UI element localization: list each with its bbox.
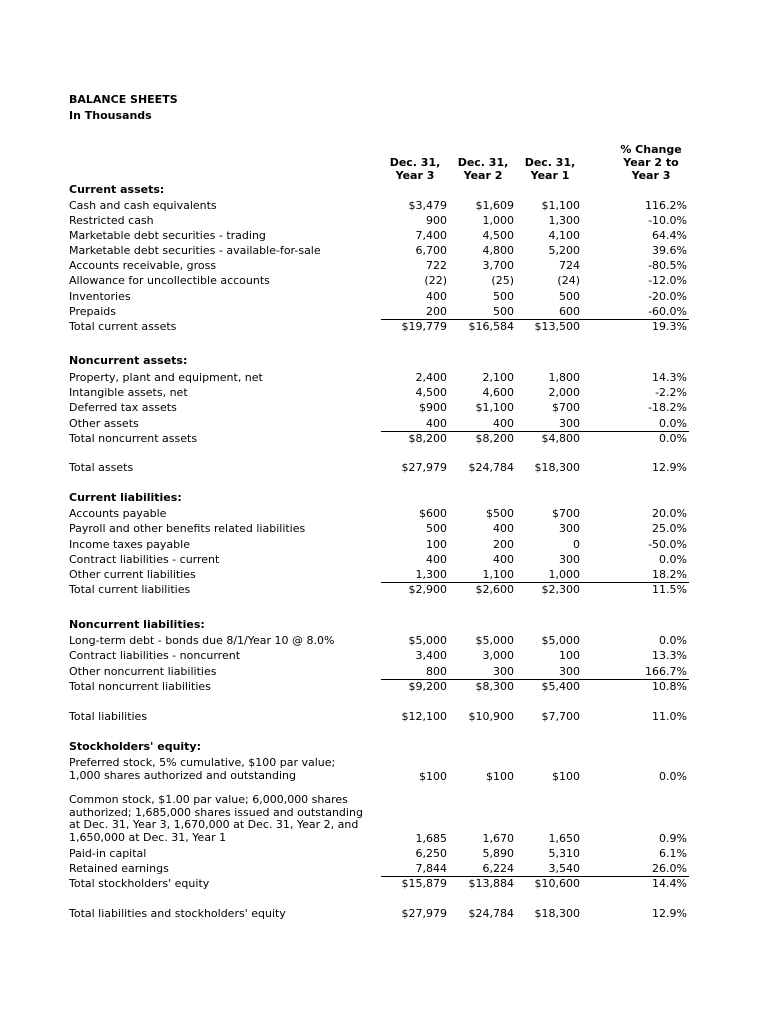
- pct-change-value: 26.0%: [652, 862, 687, 875]
- row-label: Other noncurrent liabilities: [69, 665, 217, 678]
- row-value: 3,700: [482, 259, 514, 272]
- column-header-year-1: [518, 156, 582, 182]
- row-label: Restricted cash: [69, 214, 154, 227]
- row-value: $8,300: [475, 680, 514, 693]
- row-value: 1,100: [482, 568, 514, 581]
- pct-change-value: 116.2%: [645, 199, 687, 212]
- row-value: $18,300: [534, 461, 580, 474]
- row-label: Total liabilities and stockholders' equity: [69, 907, 286, 920]
- row-value: 400: [426, 553, 447, 566]
- pct-change-value: -18.2%: [648, 401, 687, 414]
- row-label: Contract liabilities - noncurrent: [69, 649, 241, 662]
- row-label: Marketable debt securities - available-for-sale: [69, 244, 321, 257]
- row-label: Contract liabilities - current: [69, 553, 220, 566]
- section-heading: Noncurrent assets:: [69, 354, 188, 367]
- row-value: $24,784: [468, 907, 514, 920]
- column-header-line: Year 2 to: [623, 156, 679, 169]
- row-value: 5,200: [548, 244, 580, 257]
- row-value: 5,310: [548, 847, 580, 860]
- row-label: Allowance for uncollectible accounts: [69, 274, 270, 287]
- row-value: 6,700: [415, 244, 447, 257]
- row-value: 1,300: [548, 214, 580, 227]
- row-label: Property, plant and equipment, net: [69, 371, 263, 384]
- row-value: 400: [493, 417, 514, 430]
- row-value: $1,100: [541, 199, 580, 212]
- column-header-line: % Change: [620, 143, 682, 156]
- row-value: $15,879: [401, 877, 447, 890]
- row-label: Accounts receivable, gross: [69, 259, 217, 272]
- row-value: $2,300: [541, 583, 580, 596]
- row-value: 1,000: [482, 214, 514, 227]
- row-value: 100: [426, 538, 447, 551]
- row-value: $24,784: [468, 461, 514, 474]
- row-value: 2,000: [548, 386, 580, 399]
- total-rule: [449, 319, 515, 320]
- row-value: $2,600: [475, 583, 514, 596]
- row-value: $5,000: [408, 634, 447, 647]
- row-value: 400: [493, 522, 514, 535]
- column-header-line: Year 3: [631, 169, 671, 182]
- row-value: 500: [559, 290, 580, 303]
- row-value: 7,844: [415, 862, 447, 875]
- total-rule: [449, 431, 515, 432]
- row-value: $27,979: [401, 907, 447, 920]
- row-value: 6,250: [415, 847, 447, 860]
- row-value: $700: [552, 507, 580, 520]
- column-header-line: Year 2: [463, 169, 503, 182]
- section-heading: Stockholders' equity:: [69, 740, 201, 753]
- row-value: 300: [559, 553, 580, 566]
- total-rule: [449, 679, 515, 680]
- total-rule: [582, 679, 689, 680]
- row-value: $3,479: [408, 199, 447, 212]
- row-value: $10,600: [534, 877, 580, 890]
- pct-change-value: -50.0%: [648, 538, 687, 551]
- pct-change-value: 0.0%: [659, 770, 687, 783]
- pct-change-value: 6.1%: [659, 847, 687, 860]
- pct-change-value: 25.0%: [652, 522, 687, 535]
- pct-change-value: -80.5%: [648, 259, 687, 272]
- pct-change-value: 14.3%: [652, 371, 687, 384]
- column-header-year-3: [383, 156, 447, 182]
- row-value: 400: [426, 290, 447, 303]
- pct-change-value: 11.5%: [652, 583, 687, 596]
- pct-change-value: 19.3%: [652, 320, 687, 333]
- row-label: Total current liabilities: [69, 583, 191, 596]
- column-header-line: Year 1: [530, 169, 570, 182]
- row-value: 400: [493, 553, 514, 566]
- column-header-year-2: [451, 156, 515, 182]
- pct-change-value: -2.2%: [655, 386, 687, 399]
- row-value: $100: [486, 770, 514, 783]
- row-value: $600: [419, 507, 447, 520]
- row-value: $8,200: [408, 432, 447, 445]
- pct-change-value: 64.4%: [652, 229, 687, 242]
- row-value: 1,800: [548, 371, 580, 384]
- row-label: Deferred tax assets: [69, 401, 177, 414]
- row-label: Accounts payable: [69, 507, 167, 520]
- pct-change-value: -12.0%: [648, 274, 687, 287]
- total-rule: [582, 431, 689, 432]
- row-value: 1,670: [482, 832, 514, 845]
- row-value: 1,685: [415, 832, 447, 845]
- row-label: Payroll and other benefits related liabilities: [69, 522, 306, 535]
- total-rule: [515, 876, 582, 877]
- total-rule: [449, 582, 515, 583]
- row-value: 600: [559, 305, 580, 318]
- row-value: 4,100: [548, 229, 580, 242]
- row-value: $12,100: [401, 710, 447, 723]
- row-value: 500: [493, 290, 514, 303]
- total-rule: [381, 876, 449, 877]
- column-header-line: Year 3: [395, 169, 435, 182]
- row-value: 300: [559, 522, 580, 535]
- row-value: 200: [426, 305, 447, 318]
- pct-change-value: 0.0%: [659, 432, 687, 445]
- row-value: 724: [559, 259, 580, 272]
- row-value: 300: [559, 417, 580, 430]
- column-header-pct-change: [606, 143, 696, 182]
- row-label: Prepaids: [69, 305, 116, 318]
- row-value: 2,400: [415, 371, 447, 384]
- pct-change-value: 0.0%: [659, 417, 687, 430]
- row-value: $18,300: [534, 907, 580, 920]
- section-heading: Current assets:: [69, 183, 165, 196]
- row-value: 4,800: [482, 244, 514, 257]
- total-rule: [515, 679, 582, 680]
- row-value: (24): [557, 274, 580, 287]
- row-value: 4,500: [482, 229, 514, 242]
- row-value: $100: [419, 770, 447, 783]
- total-rule: [449, 876, 515, 877]
- row-value: $9,200: [408, 680, 447, 693]
- total-rule: [381, 679, 449, 680]
- row-value: $5,000: [541, 634, 580, 647]
- row-label: Retained earnings: [69, 862, 169, 875]
- row-value: (22): [424, 274, 447, 287]
- row-value: $16,584: [468, 320, 514, 333]
- row-value: 2,100: [482, 371, 514, 384]
- section-heading: Current liabilities:: [69, 491, 182, 504]
- row-value: 400: [426, 417, 447, 430]
- row-value: $700: [552, 401, 580, 414]
- pct-change-value: 14.4%: [652, 877, 687, 890]
- pct-change-value: 20.0%: [652, 507, 687, 520]
- report-title: BALANCE SHEETS: [69, 93, 178, 106]
- row-value: $13,500: [534, 320, 580, 333]
- row-value: 3,400: [415, 649, 447, 662]
- row-value: 3,000: [482, 649, 514, 662]
- column-header-line: Dec. 31,: [457, 156, 509, 169]
- row-label: Total noncurrent assets: [69, 432, 198, 445]
- row-value: $5,400: [541, 680, 580, 693]
- row-value: $8,200: [475, 432, 514, 445]
- row-value: 100: [559, 649, 580, 662]
- row-value: 5,890: [482, 847, 514, 860]
- row-value: $7,700: [541, 710, 580, 723]
- total-rule: [515, 319, 582, 320]
- pct-change-value: 13.3%: [652, 649, 687, 662]
- pct-change-value: 39.6%: [652, 244, 687, 257]
- row-label: Total stockholders' equity: [69, 877, 210, 890]
- row-label: Common stock, $1.00 par value; 6,000,000 shares authorized; 1,685,000 shares issued and outstanding at Dec. 31, Year 3, 1,670,000 at Dec. 31, Year 2, and 1,650,000 at Dec. 31, Year 1: [69, 793, 363, 844]
- row-label: Marketable debt securities - trading: [69, 229, 266, 242]
- column-header-line: Dec. 31,: [524, 156, 576, 169]
- row-value: 1,650: [548, 832, 580, 845]
- total-rule: [515, 431, 582, 432]
- total-rule: [515, 582, 582, 583]
- pct-change-value: -10.0%: [648, 214, 687, 227]
- row-value: 300: [559, 665, 580, 678]
- row-label: Total assets: [69, 461, 134, 474]
- row-value: 4,600: [482, 386, 514, 399]
- row-value: 300: [493, 665, 514, 678]
- row-value: $19,779: [401, 320, 447, 333]
- row-label: Total liabilities: [69, 710, 148, 723]
- report-subtitle: In Thousands: [69, 109, 152, 122]
- row-value: (25): [491, 274, 514, 287]
- row-value: $5,000: [475, 634, 514, 647]
- row-value: 200: [493, 538, 514, 551]
- row-label: Total current assets: [69, 320, 177, 333]
- pct-change-value: 12.9%: [652, 461, 687, 474]
- row-value: $13,884: [468, 877, 514, 890]
- row-label: Intangible assets, net: [69, 386, 188, 399]
- row-value: 0: [573, 538, 580, 551]
- row-value: $1,609: [475, 199, 514, 212]
- row-label: Long-term debt - bonds due 8/1/Year 10 @ 8.0%: [69, 634, 335, 647]
- row-label: Income taxes payable: [69, 538, 190, 551]
- row-label: Inventories: [69, 290, 131, 303]
- pct-change-value: 0.9%: [659, 832, 687, 845]
- row-value: 500: [493, 305, 514, 318]
- row-label: Other assets: [69, 417, 139, 430]
- row-value: 7,400: [415, 229, 447, 242]
- row-value: 1,000: [548, 568, 580, 581]
- row-value: $500: [486, 507, 514, 520]
- row-value: 3,540: [548, 862, 580, 875]
- total-rule: [582, 876, 689, 877]
- column-header-line: Dec. 31,: [389, 156, 441, 169]
- row-label: Other current liabilities: [69, 568, 196, 581]
- pct-change-value: 11.0%: [652, 710, 687, 723]
- pct-change-value: 12.9%: [652, 907, 687, 920]
- row-value: $2,900: [408, 583, 447, 596]
- row-value: $100: [552, 770, 580, 783]
- row-value: 6,224: [482, 862, 514, 875]
- pct-change-value: -60.0%: [648, 305, 687, 318]
- row-value: $10,900: [468, 710, 514, 723]
- pct-change-value: 0.0%: [659, 553, 687, 566]
- row-label: Preferred stock, 5% cumulative, $100 par value; 1,000 shares authorized and outstanding: [69, 756, 336, 782]
- section-heading: Noncurrent liabilities:: [69, 618, 205, 631]
- row-value: 1,300: [415, 568, 447, 581]
- row-value: $1,100: [475, 401, 514, 414]
- row-value: 800: [426, 665, 447, 678]
- total-rule: [381, 319, 449, 320]
- pct-change-value: 10.8%: [652, 680, 687, 693]
- row-value: $4,800: [541, 432, 580, 445]
- row-value: $900: [419, 401, 447, 414]
- row-value: 900: [426, 214, 447, 227]
- total-rule: [381, 431, 449, 432]
- total-rule: [582, 582, 689, 583]
- row-value: 4,500: [415, 386, 447, 399]
- pct-change-value: 18.2%: [652, 568, 687, 581]
- total-rule: [381, 582, 449, 583]
- pct-change-value: -20.0%: [648, 290, 687, 303]
- row-label: Paid-in capital: [69, 847, 147, 860]
- pct-change-value: 0.0%: [659, 634, 687, 647]
- total-rule: [582, 319, 689, 320]
- row-value: 500: [426, 522, 447, 535]
- row-value: $27,979: [401, 461, 447, 474]
- pct-change-value: 166.7%: [645, 665, 687, 678]
- row-value: 722: [426, 259, 447, 272]
- row-label: Total noncurrent liabilities: [69, 680, 211, 693]
- row-label: Cash and cash equivalents: [69, 199, 217, 212]
